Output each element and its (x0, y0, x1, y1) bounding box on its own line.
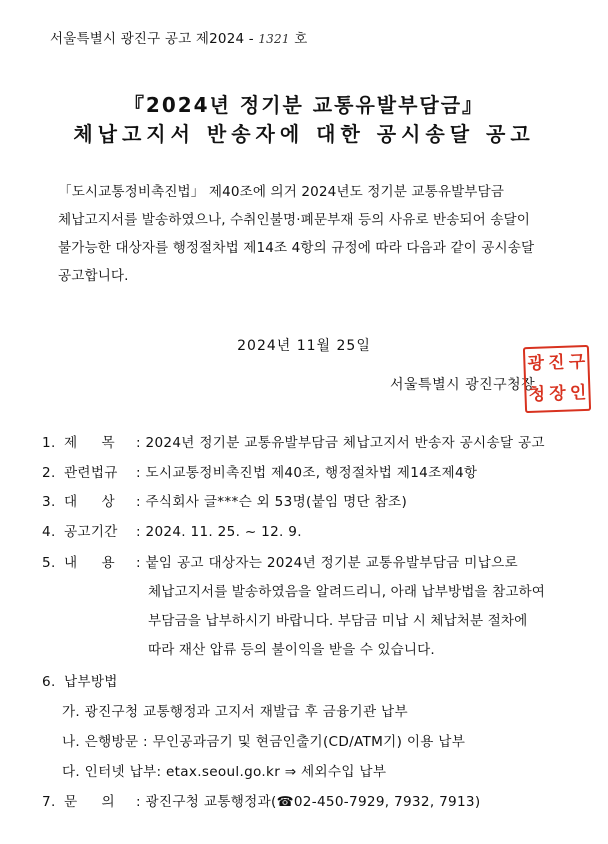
item-label: 대 상 (64, 494, 125, 510)
item-content: : 2024. 11. 25. ~ 12. 9. (136, 524, 302, 540)
item-label: 제 목 (64, 435, 125, 451)
item-label: 내 용 (64, 555, 125, 571)
payment-method-1: 가. 광진구청 교통행정과 고지서 재발급 후 금융기관 납부 (62, 704, 408, 720)
notice-number-suffix: 호 (294, 31, 308, 47)
item-label: 공고기간 (64, 524, 118, 540)
item-number: 5. (42, 555, 56, 571)
item5-continuation-3: 따라 재산 압류 등의 불이익을 받을 수 있습니다. (148, 642, 435, 658)
notice-number (50, 27, 307, 47)
item-number: 3. (42, 494, 56, 510)
item-legal-basis (42, 461, 477, 481)
item-content: : 2024년 정기분 교통유발부담금 체납고지서 반송자 공시송달 공고 (136, 435, 545, 451)
document-title-line2: 체납고지서 반송자에 대한 공시송달 공고 (73, 122, 535, 146)
item-number: 6. (42, 674, 56, 690)
signer-name: 서울특별시 광진구청장 (390, 377, 536, 393)
item-content: : 도시교통정비촉진법 제40조, 행정절차법 제14조제4항 (136, 465, 478, 481)
item-number: 7. (42, 794, 56, 810)
item-target (42, 490, 407, 510)
payment-method-3: 다. 인터넷 납부: etax.seoul.go.kr ⇒ 세외수입 납부 (62, 764, 387, 780)
body-line-1: 「도시교통정비촉진법」 제40조에 의거 2024년도 정기분 교통유발부담금 (58, 184, 505, 200)
document-title-line1: 『2024년 정기분 교통유발부담금』 (123, 93, 485, 117)
item5-continuation-1: 체납고지서를 발송하였음을 알려드리니, 아래 납부방법을 참고하여 (148, 584, 546, 600)
seal-char: 인 (569, 382, 587, 404)
item-inquiry (42, 790, 480, 810)
notice-date: 2024년 11월 25일 (237, 338, 371, 354)
item-content: : 광진구청 교통행정과(☎02-450-7929, 7932, 7913) (136, 794, 481, 810)
item5-continuation-2: 부담금을 납부하시기 바랍니다. 부담금 미납 시 체납처분 절차에 (148, 613, 528, 629)
notice-number-handwritten: 1321 (258, 32, 290, 46)
item-content: : 주식회사 글***슨 외 53명(붙임 명단 참조) (136, 494, 408, 510)
item-label: 납부방법 (64, 674, 118, 690)
seal-char: 장 (548, 383, 567, 405)
seal-char: 광 (527, 353, 545, 375)
item-number: 4. (42, 524, 56, 540)
item-number: 2. (42, 465, 56, 481)
item-label: 문 의 (64, 794, 125, 810)
body-line-4: 공고합니다. (58, 268, 129, 284)
item-subject (42, 431, 545, 451)
item-content-desc (42, 551, 518, 571)
item-number: 1. (42, 435, 56, 451)
seal-char: 구 (568, 352, 586, 373)
payment-method-2: 나. 은행방문 : 무인공과금기 및 현금인출기(CD/ATM기) 이용 납부 (62, 734, 466, 750)
item-content: : 붙임 공고 대상자는 2024년 정기분 교통유발부담금 미납으로 (136, 555, 518, 571)
item-label: 관련법규 (64, 465, 118, 481)
notice-number-prefix: 서울특별시 광진구 공고 제2024 - (50, 31, 254, 47)
item-period (42, 520, 302, 540)
seal-char: 청 (528, 384, 546, 405)
item-payment (42, 670, 118, 690)
body-line-3: 불가능한 대상자를 행정절차법 제14조 4항의 규정에 따라 다음과 같이 공시송달 (58, 240, 535, 256)
official-seal (523, 345, 591, 413)
seal-char: 진 (547, 352, 565, 374)
body-line-2: 체납고지서를 발송하였으나, 수취인불명·폐문부재 등의 사유로 반송되어 송달이 (58, 212, 531, 228)
